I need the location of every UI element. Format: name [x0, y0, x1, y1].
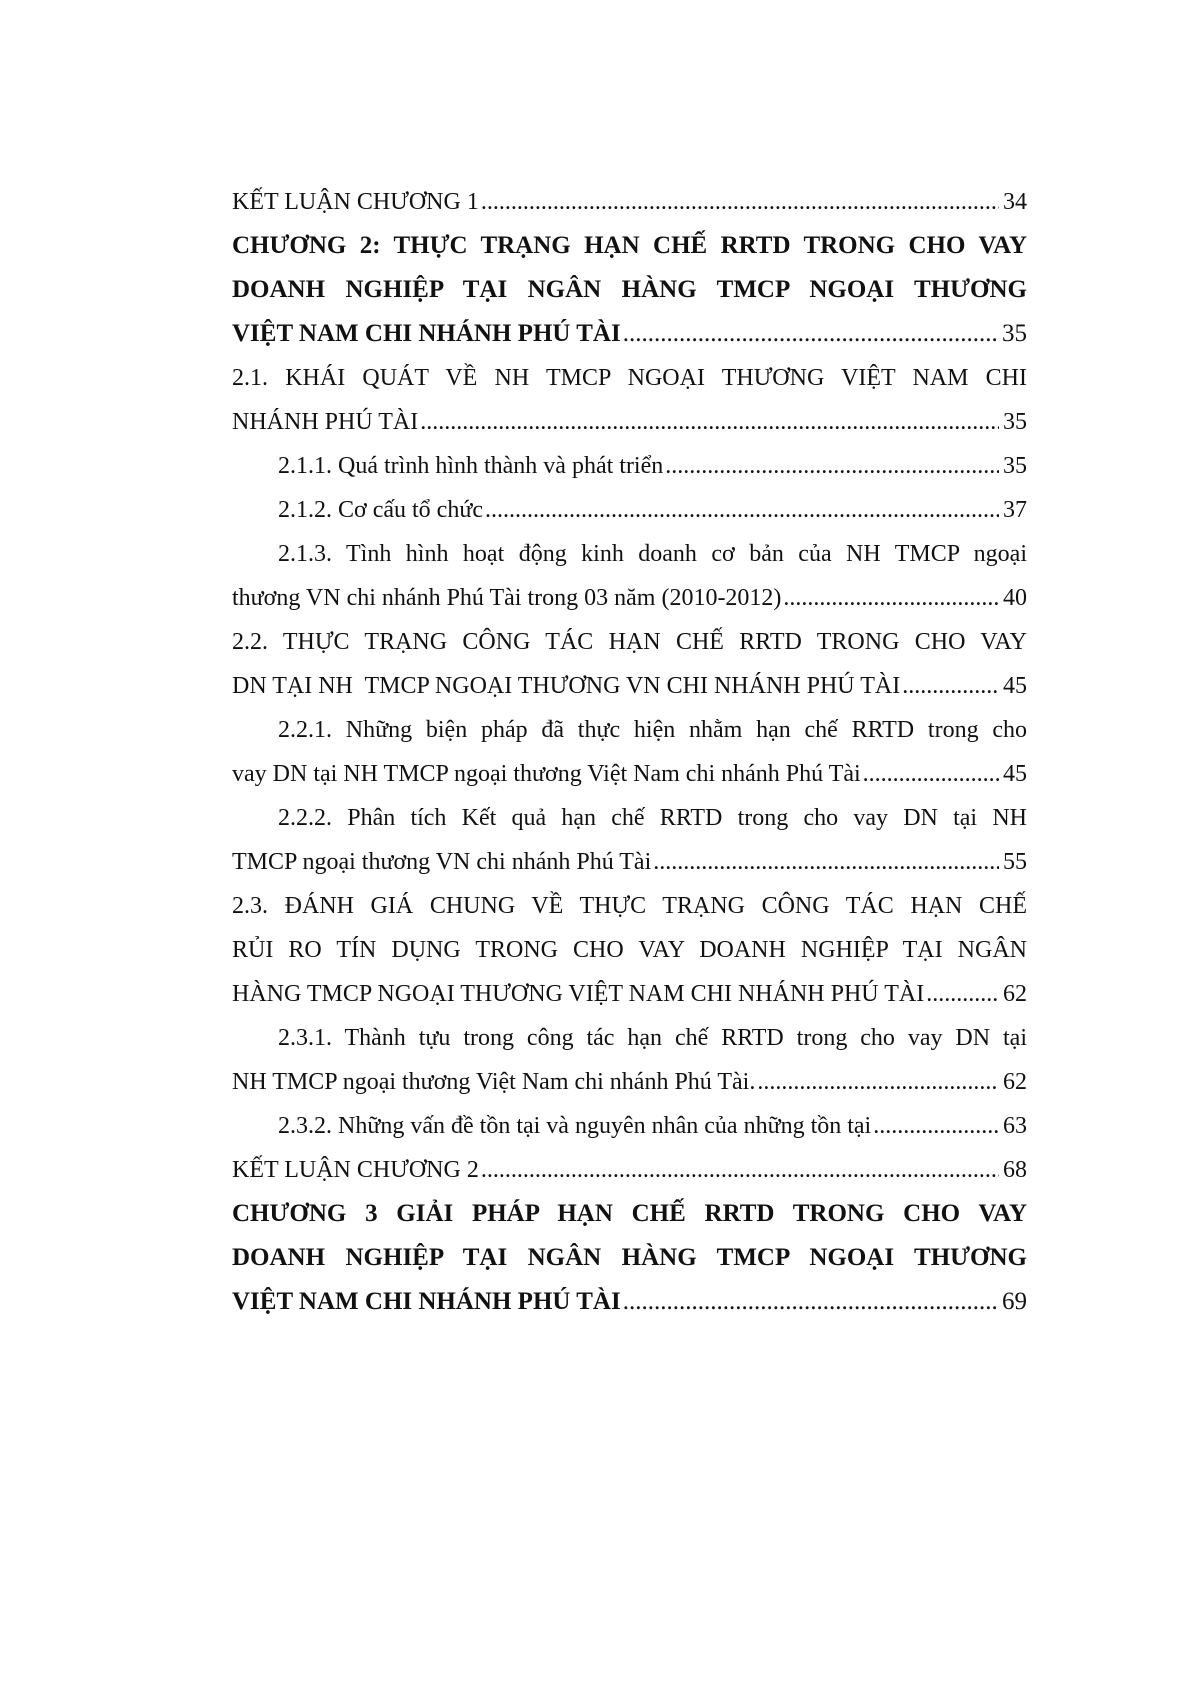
- toc-entry-title-line: vay DN tại NH TMCP ngoại thương Việt Nam chi nhánh Phú Tài: [232, 761, 861, 787]
- toc-page-number: 35: [1003, 409, 1027, 435]
- toc-entry-2-3-1[interactable]: [232, 1016, 1027, 1104]
- toc-entry-title-line: VIỆT NAM CHI NHÁNH PHÚ TÀI: [232, 320, 621, 347]
- toc-entry-title-line: thương VN chi nhánh Phú Tài trong 03 năm (2010-2012): [232, 585, 782, 611]
- toc-page-number: 34: [1003, 189, 1027, 215]
- toc-entry-title-line: RỦI RO TÍN DỤNG TRONG CHO VAY DOANH NGHIỆP TẠI NGÂN: [232, 937, 1027, 963]
- dot-leader: [481, 1148, 999, 1192]
- dot-leader: [757, 1060, 999, 1104]
- toc-entry-2-2-1[interactable]: [232, 708, 1027, 796]
- toc-entry-title: 2.1.1. Quá trình hình thành và phát triển: [278, 453, 664, 479]
- dot-leader: [665, 444, 999, 488]
- toc-page-number: 62: [1003, 1069, 1027, 1095]
- dot-leader: [420, 400, 999, 444]
- toc-entry-title-line: 2.3. ĐÁNH GIÁ CHUNG VỀ THỰC TRẠNG CÔNG TÁC HẠN CHẾ: [232, 893, 1027, 919]
- toc-entry-title: KẾT LUẬN CHƯƠNG 1: [232, 189, 479, 215]
- toc-entry-2-2[interactable]: [232, 620, 1027, 708]
- toc-entry-title: KẾT LUẬN CHƯƠNG 2: [232, 1157, 479, 1183]
- toc-entry-title-line: CHƯƠNG 2: THỰC TRẠNG HẠN CHẾ RRTD TRONG CHO VAY: [232, 232, 1027, 259]
- toc-entry-title: 2.3.2. Những vấn đề tồn tại và nguyên nhân của những tồn tại: [278, 1113, 872, 1139]
- dot-leader: [653, 840, 999, 884]
- toc-page-number: 45: [1003, 761, 1027, 787]
- toc-page-number: 35: [1002, 320, 1027, 347]
- toc-entry-title-line: DN TẠI NH TMCP NGOẠI THƯƠNG VN CHI NHÁNH PHÚ TÀI: [232, 673, 901, 699]
- toc-page-number: 40: [1003, 585, 1027, 611]
- toc-entry-title-line: DOANH NGHIỆP TẠI NGÂN HÀNG TMCP NGOẠI THƯƠNG: [232, 1244, 1027, 1271]
- toc-entry-title-line: 2.2. THỰC TRẠNG CÔNG TÁC HẠN CHẾ RRTD TRONG CHO VAY: [232, 629, 1027, 655]
- dot-leader: [902, 664, 999, 708]
- dot-leader: [485, 488, 999, 532]
- toc-page-number: 63: [1003, 1113, 1027, 1139]
- toc-entry-title-line: VIỆT NAM CHI NHÁNH PHÚ TÀI: [232, 1288, 621, 1315]
- dot-leader: [783, 576, 999, 620]
- toc-page-number: 62: [1003, 981, 1027, 1007]
- toc-page-number: 45: [1003, 673, 1027, 699]
- toc-entry-title-line: 2.2.1. Những biện pháp đã thực hiện nhằm hạn chế RRTD trong cho: [278, 717, 1027, 743]
- toc-page-number: 68: [1003, 1157, 1027, 1183]
- toc-entry-ket-luan-chuong-2[interactable]: [232, 1148, 1027, 1192]
- dot-leader: [926, 972, 999, 1016]
- toc-entry-title-line: HÀNG TMCP NGOẠI THƯƠNG VIỆT NAM CHI NHÁNH PHÚ TÀI: [232, 981, 925, 1007]
- toc-entry-title-line: NHÁNH PHÚ TÀI: [232, 409, 419, 435]
- toc-page-number: 55: [1003, 849, 1027, 875]
- toc-page-number: 35: [1003, 453, 1027, 479]
- toc-entry-ket-luan-chuong-1[interactable]: [232, 180, 1027, 224]
- toc-entry-2-1-3[interactable]: [232, 532, 1027, 620]
- table-of-contents: [232, 180, 1027, 1324]
- toc-entry-title-line: 2.1. KHÁI QUÁT VỀ NH TMCP NGOẠI THƯƠNG VIỆT NAM CHI: [232, 365, 1027, 391]
- toc-entry-title-line: DOANH NGHIỆP TẠI NGÂN HÀNG TMCP NGOẠI THƯƠNG: [232, 276, 1027, 303]
- toc-entry-title-line: CHƯƠNG 3 GIẢI PHÁP HẠN CHẾ RRTD TRONG CHO VAY: [232, 1200, 1027, 1227]
- toc-entry-title-line: NH TMCP ngoại thương Việt Nam chi nhánh Phú Tài.: [232, 1069, 756, 1095]
- dot-leader: [481, 180, 999, 224]
- toc-entry-chuong-2[interactable]: [232, 224, 1027, 356]
- dot-leader: [623, 1280, 998, 1324]
- toc-entry-2-3-2[interactable]: [232, 1104, 1027, 1148]
- dot-leader: [873, 1104, 999, 1148]
- toc-entry-2-3[interactable]: [232, 884, 1027, 1016]
- toc-entry-2-2-2[interactable]: [232, 796, 1027, 884]
- toc-entry-title-line: TMCP ngoại thương VN chi nhánh Phú Tài: [232, 849, 652, 875]
- toc-entry-2-1[interactable]: [232, 356, 1027, 444]
- toc-entry-title-line: 2.3.1. Thành tựu trong công tác hạn chế RRTD trong cho vay DN tại: [278, 1025, 1027, 1051]
- dot-leader: [623, 312, 998, 356]
- toc-page-number: 69: [1002, 1288, 1027, 1315]
- toc-entry-title-line: 2.1.3. Tình hình hoạt động kinh doanh cơ bản của NH TMCP ngoại: [278, 541, 1027, 567]
- toc-entry-chuong-3[interactable]: [232, 1192, 1027, 1324]
- toc-page-number: 37: [1003, 497, 1027, 523]
- dot-leader: [863, 752, 999, 796]
- toc-entry-title: 2.1.2. Cơ cấu tổ chức: [278, 497, 483, 523]
- toc-entry-2-1-1[interactable]: [232, 444, 1027, 488]
- toc-entry-title-line: 2.2.2. Phân tích Kết quả hạn chế RRTD trong cho vay DN tại NH: [278, 805, 1027, 831]
- toc-entry-2-1-2[interactable]: [232, 488, 1027, 532]
